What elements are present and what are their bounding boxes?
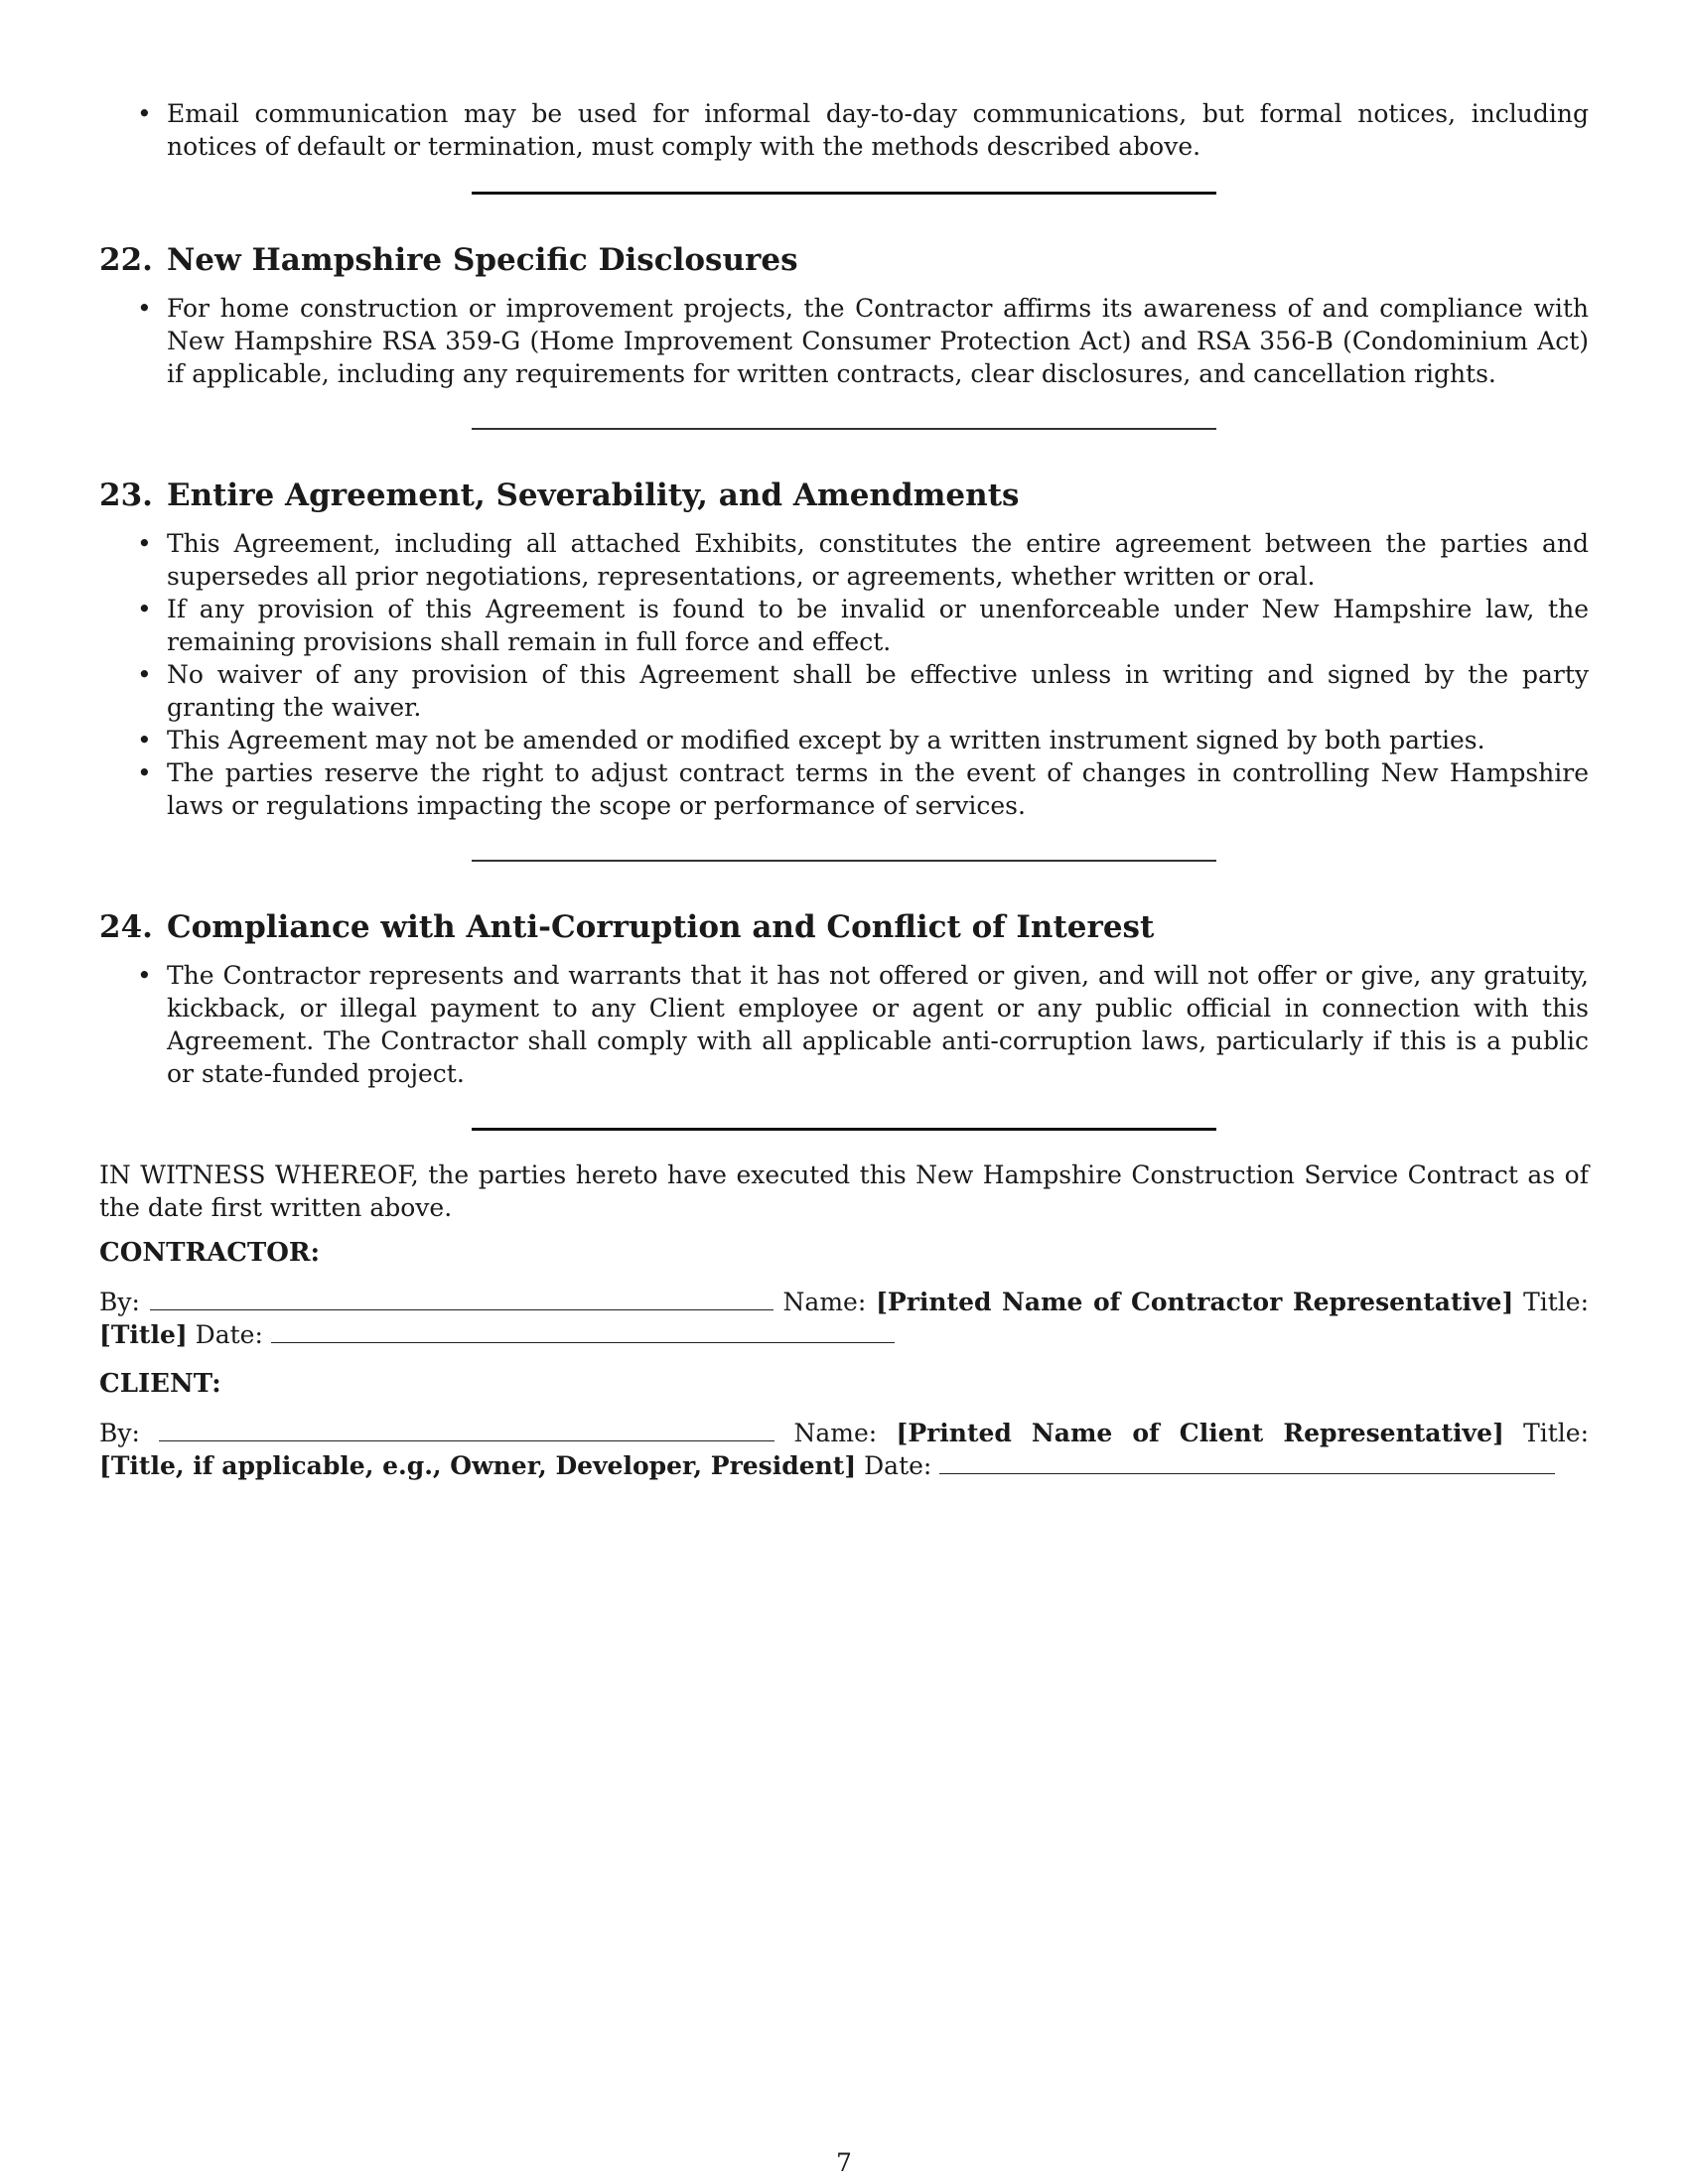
list-item — [99, 97, 1589, 163]
section-23-bullets — [99, 527, 1589, 822]
witness-statement: IN WITNESS WHEREOF, the parties hereto have executed this New Hampshire Construction Service Contract as of the date first written above. — [99, 1160, 1589, 1222]
name-label: Name: — [782, 1288, 867, 1316]
bullet-icon: • — [137, 99, 152, 128]
bullet-text: The parties reserve the right to adjust contract terms in the event of changes in controlling New Hampshire laws or regulations impacting the scope or performance of services. — [167, 758, 1589, 820]
client-heading: CLIENT: — [99, 1369, 221, 1399]
bullet-icon: • — [137, 529, 152, 558]
bullet-text: This Agreement, including all attached Exhibits, constitutes the entire agreement between the parties and supersedes all prior negotiations, representations, or agreements, whether written or oral. — [167, 529, 1589, 591]
bullet-icon: • — [137, 726, 152, 754]
section-24-heading: 24. Compliance with Anti-Corruption and Conflict of Interest — [99, 909, 1155, 945]
client-title-value: [Title, if applicable, e.g., Owner, Developer, President] — [99, 1451, 857, 1480]
section-22-heading: 22. New Hampshire Specific Disclosures — [99, 242, 798, 278]
name-label: Name: — [793, 1419, 878, 1447]
list-item — [99, 593, 1589, 658]
section-23-heading: 23. Entire Agreement, Severability, and Amendments — [99, 478, 1020, 513]
title-label: Title: — [1523, 1288, 1590, 1316]
list-item — [99, 292, 1589, 390]
page-number: 7 — [836, 2148, 852, 2177]
contractor-signature-block — [99, 1286, 1589, 1351]
list-item — [99, 527, 1589, 593]
client-signature-line[interactable] — [159, 1419, 774, 1441]
contractor-name-value: [Printed Name of Contractor Representative] — [876, 1288, 1514, 1316]
bullet-text: If any provision of this Agreement is found to be invalid or unenforceable under New Hampshire law, the remaining provisions shall remain in full force and effect. — [167, 595, 1589, 656]
contractor-signature-line[interactable] — [150, 1288, 774, 1310]
bullet-text: This Agreement may not be amended or modified except by a written instrument signed by both parties. — [167, 726, 1485, 754]
by-label: By: — [99, 1288, 140, 1316]
contractor-title-value: [Title] — [99, 1320, 188, 1349]
notice-bullets — [99, 97, 1589, 163]
bullet-text: The Contractor represents and warrants that it has not offered or given, and will not offer or give, any gratuity, kickback, or illegal payment to any Client employee or agent or any public official in connection with this Agreement. The Contractor shall comply with all applicable anti-corruption laws, particularly if this is a public or state-funded project. — [167, 961, 1589, 1088]
by-label: By: — [99, 1419, 140, 1447]
bullet-icon: • — [137, 961, 152, 990]
bullet-text: For home construction or improvement projects, the Contractor affirms its awareness of and compliance with New Hampshire RSA 359-G (Home Improvement Consumer Protection Act) and RSA 356-B (Condominium Act) if applicable, including any requirements for written contracts, clear disclosures, and cancellation rights. — [167, 294, 1589, 388]
bullet-icon: • — [137, 660, 152, 689]
contractor-date-line[interactable] — [271, 1320, 895, 1343]
list-item — [99, 959, 1589, 1090]
section-24-bullets — [99, 959, 1589, 1090]
date-label: Date: — [195, 1320, 263, 1349]
title-label: Title: — [1523, 1419, 1590, 1447]
bullet-icon: • — [137, 595, 152, 623]
date-label: Date: — [864, 1451, 932, 1480]
list-item — [99, 658, 1589, 724]
section-22-bullets — [99, 292, 1589, 390]
contractor-heading: CONTRACTOR: — [99, 1238, 321, 1268]
bullet-icon: • — [137, 294, 152, 323]
client-name-value: [Printed Name of Client Representative] — [896, 1419, 1504, 1447]
document-page — [99, 97, 1589, 1482]
list-item — [99, 756, 1589, 822]
bullet-text: No waiver of any provision of this Agreement shall be effective unless in writing and signed by the party granting the waiver. — [167, 660, 1589, 722]
bullet-text: Email communication may be used for informal day-to-day communications, but formal notices, including notices of default or termination, must comply with the methods described above. — [167, 99, 1589, 161]
bullet-icon: • — [137, 758, 152, 787]
list-item — [99, 724, 1589, 756]
client-date-line[interactable] — [939, 1451, 1555, 1474]
client-signature-block — [99, 1417, 1589, 1482]
